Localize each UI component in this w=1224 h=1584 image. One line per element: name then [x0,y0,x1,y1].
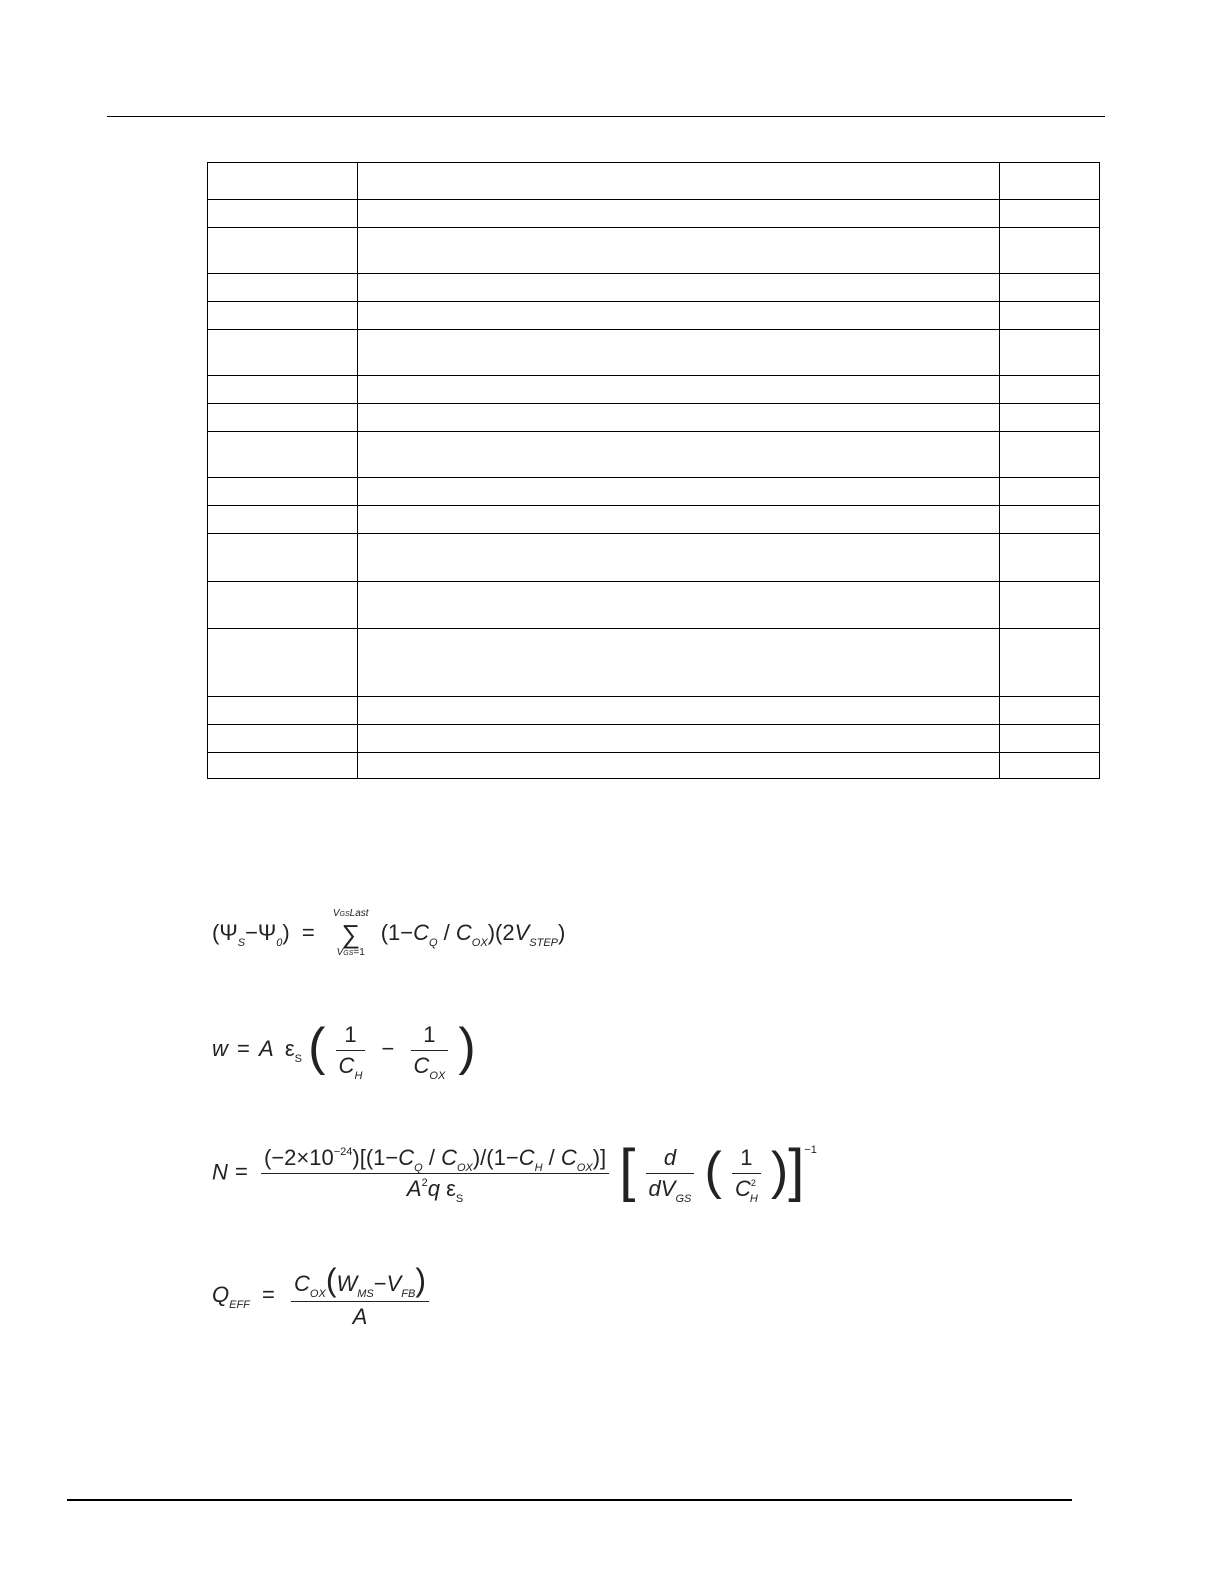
table-cell [208,330,358,376]
table-cell [358,753,1000,779]
table-row [208,506,1100,534]
depletion-width-equation: w = A $\varepsilon_S$ ( $\frac{1}{C_H}$ − $\frac{1}{C_{OX}}$ ) [212,1018,476,1082]
table-cell [1000,404,1100,432]
table-cell [208,200,358,228]
table-cell [358,302,1000,330]
table-cell [1000,163,1100,200]
table-cell [1000,697,1100,725]
table-row [208,404,1100,432]
table-cell [208,534,358,582]
table-row [208,274,1100,302]
table-cell [208,432,358,478]
table-row [208,376,1100,404]
summation: VGSLast ∑ VGS=1 [332,908,369,958]
table-cell [358,376,1000,404]
parameter-table [207,162,1100,779]
table-row [208,228,1100,274]
header-rule [107,116,1105,117]
table-cell [1000,534,1100,582]
table-cell [208,725,358,753]
table-row [208,753,1100,779]
table-cell [1000,432,1100,478]
table-cell [358,697,1000,725]
table-cell [358,725,1000,753]
table-cell [208,376,358,404]
table-cell [1000,228,1100,274]
footer-rule [67,1499,1072,1501]
table-cell [358,582,1000,629]
table-cell [358,274,1000,302]
table-row [208,534,1100,582]
doping-concentration-equation: N = $\frac{(-2\times 10^{-24})[(1-C_Q / C_{OX})/(1-C_H / C_{OX})]}{A^2q \varepsilon_S}$ [ $\frac{d}{dV_{GS}}$ ( $\frac{1}{C^2_H}$ )]$^{-1}$ [212,1138,817,1205]
table-cell [1000,753,1100,779]
table-cell [208,478,358,506]
table-cell [358,478,1000,506]
table-row [208,582,1100,629]
table-row [208,725,1100,753]
table-cell [208,629,358,697]
table-cell [1000,506,1100,534]
table-cell [358,330,1000,376]
table-cell [208,506,358,534]
table-cell [208,582,358,629]
table-cell [208,163,358,200]
table-row [208,697,1100,725]
table-cell [358,629,1000,697]
table-cell [208,404,358,432]
table-cell [1000,478,1100,506]
table-cell [208,274,358,302]
table-cell [208,302,358,330]
table-row [208,163,1100,200]
table-cell [358,432,1000,478]
table-cell [208,697,358,725]
table-cell [358,404,1000,432]
table-row [208,629,1100,697]
table-cell [358,228,1000,274]
table-cell [1000,629,1100,697]
table-row [208,200,1100,228]
table-cell [358,200,1000,228]
table-cell [1000,725,1100,753]
table-cell [358,534,1000,582]
table-cell [1000,200,1100,228]
table-row [208,302,1100,330]
table-cell [208,228,358,274]
table-cell [358,506,1000,534]
table-cell [208,753,358,779]
table-row [208,478,1100,506]
table-cell [1000,274,1100,302]
effective-oxide-charge-equation: $Q_{EFF}$ = $\frac{C_{OX}(W_{MS}-V_{FB})}{A}$ [212,1262,433,1330]
table-cell [1000,330,1100,376]
table-cell [1000,376,1100,404]
table-row [208,432,1100,478]
table-row [208,330,1100,376]
table-cell [358,163,1000,200]
table-cell [1000,302,1100,330]
surface-potential-equation: $(\Psi_S-\Psi_0)$ = VGSLast ∑ VGS=1 $(1-C_Q / C_{OX})(2V_{STEP})$ [212,908,566,958]
table-cell [1000,582,1100,629]
